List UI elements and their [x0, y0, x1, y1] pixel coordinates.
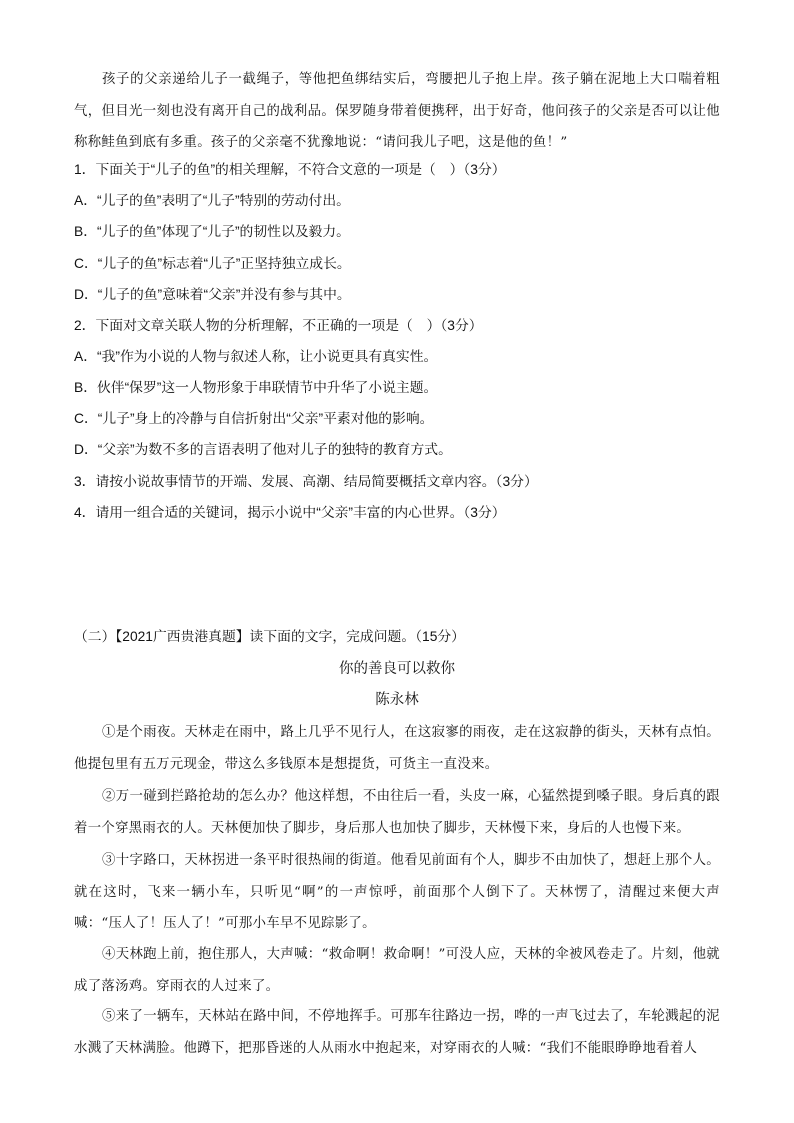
question-2-option-d: D．“父亲”为数不多的言语表明了他对儿子的独特的教育方式。 [74, 442, 452, 457]
article-author: 陈永林 [375, 692, 419, 708]
question-3: 3．请按小说故事情节的开端、发展、高潮、结局简要概括文章内容。（3分） [74, 474, 538, 489]
question-1-option-d: D．“儿子的鱼”意味着“父亲”并没有参与其中。 [74, 287, 351, 302]
article-title: 你的善良可以救你 [339, 661, 455, 677]
article-paragraph-4: ④天林跑上前，抱住那人，大声喊：“救命啊！救命啊！”可没人应，天林的伞被风卷走了。片刻，他就成了落汤鸡。穿雨衣的人过来了。 [74, 947, 720, 994]
section-heading: （二）【2021广西贵港真题】读下面的文字，完成问题。（15分） [74, 629, 465, 644]
article-paragraph-2: ②万一碰到拦路抢劫的怎么办？他这样想，不由往后一看，头皮一麻，心猛然提到嗓子眼。身后真的跟着一个穿黑雨衣的人。天林便加快了脚步，身后那人也加快了脚步，天林慢下来，身后的人也慢下来。 [74, 789, 720, 836]
question-2-option-c: C．“儿子”身上的冷静与自信折射出“父亲”平素对他的影响。 [74, 411, 434, 426]
article-paragraph-1: ①是个雨夜。天林走在雨中，路上几乎不见行人，在这寂寥的雨夜，走在这寂静的街头，天林有点怕。他提包里有五万元现金，带这么多钱原本是想提货，可货主一直没来。 [74, 725, 720, 772]
question-4: 4．请用一组合适的关键词，揭示小说中“父亲”丰富的内心世界。（3分） [74, 505, 506, 520]
article-paragraph-5: ⑤来了一辆车，天林站在路中间，不停地挥手。可那车往路边一拐，哗的一声飞过去了，车轮溅起的泥水溅了天林满脸。他蹲下，把那昏迷的人从雨水中抱起来，对穿雨衣的人喊：“我们不能眼睁睁地看着人 [74, 1009, 720, 1056]
question-1-option-c: C．“儿子的鱼”标志着“儿子”正坚持独立成长。 [74, 256, 351, 271]
question-2-option-b: B．伙伴“保罗”这一人物形象于串联情节中升华了小说主题。 [74, 380, 438, 395]
question-1-option-b: B．“儿子的鱼”体现了“儿子”的韧性以及毅力。 [74, 224, 350, 239]
question-1-option-a: A．“儿子的鱼”表明了“儿子”特别的劳动付出。 [74, 193, 350, 208]
passage-paragraph: 孩子的父亲递给儿子一截绳子，等他把鱼绑结实后，弯腰把儿子抱上岸。孩子躺在泥地上大口喘着粗气，但目光一刻也没有离开自己的战利品。保罗随身带着便携秤，出于好奇，他问孩子的父亲是否可以让他称称鲑鱼到底有多重。孩子的父亲毫不犹豫地说：“请问我儿子吧，这是他的鱼！” [74, 72, 720, 150]
question-1: 1．下面关于“儿子的鱼”的相关理解，不符合文意的一项是（ ）（3分） [74, 162, 506, 177]
article-paragraph-3: ③十字路口，天林拐进一条平时很热闹的街道。他看见前面有个人，脚步不由加快了，想赶上那个人。就在这时，飞来一辆小车，只听见“啊”的一声惊呼，前面那个人倒下了。天林愣了，清醒过来便大声喊：“压人了！压人了！”可那小车早不见踪影了。 [74, 853, 720, 931]
question-2-option-a: A．“我”作为小说的人物与叙述人称，让小说更具有真实性。 [74, 349, 438, 364]
question-2: 2．下面对文章关联人物的分析理解，不正确的一项是（ ）（3分） [74, 318, 483, 333]
